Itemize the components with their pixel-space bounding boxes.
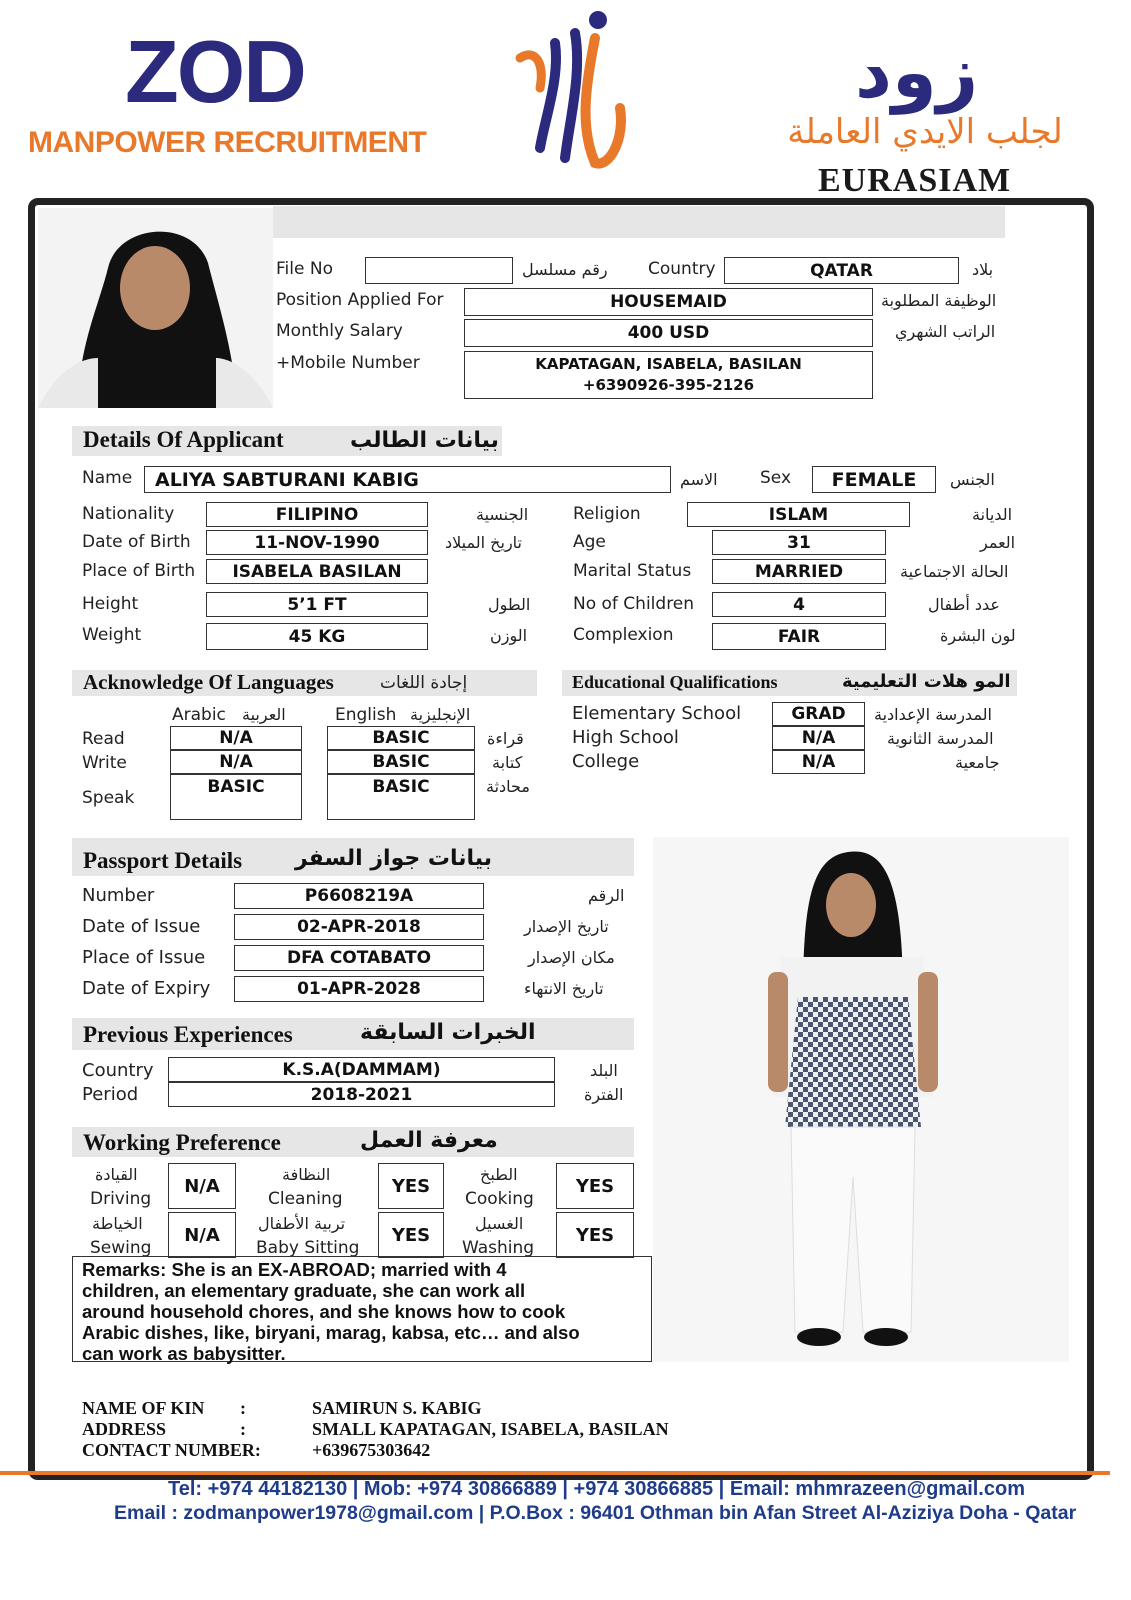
kin-address-colon: : bbox=[240, 1419, 246, 1439]
speak-label: Speak bbox=[82, 788, 135, 808]
arabic-header-ar: العربية bbox=[242, 705, 286, 724]
read-label: Read bbox=[82, 729, 125, 749]
age-field[interactable]: 31 bbox=[712, 530, 886, 555]
marital-label: Marital Status bbox=[573, 561, 692, 581]
exp-period-label: Period bbox=[82, 1084, 139, 1105]
country-label: Country bbox=[648, 259, 716, 279]
exp-period-field[interactable]: 2018-2021 bbox=[168, 1082, 555, 1107]
passport-number-label: Number bbox=[82, 885, 155, 906]
marital-field[interactable]: MARRIED bbox=[712, 559, 886, 584]
dob-label-ar: تاريخ الميلاد bbox=[445, 533, 522, 552]
issue-place-field[interactable]: DFA COTABATO bbox=[234, 945, 484, 971]
expiry-field[interactable]: 01-APR-2028 bbox=[234, 976, 484, 1002]
sewing-label-ar: الخياطة bbox=[92, 1214, 143, 1233]
high-school-label-ar: المدرسة الثانوية bbox=[887, 729, 994, 748]
issue-date-field[interactable]: 02-APR-2018 bbox=[234, 914, 484, 940]
arabic-speak-field[interactable]: BASIC bbox=[170, 774, 302, 820]
baby-sitting-label: Baby Sitting bbox=[256, 1238, 360, 1258]
footer-contact-line-2: Email : zodmanpower1978@gmail.com | P.O.Box : 96401 Othman bin Afan Street Al-Aziziya Doha - Qatar bbox=[114, 1502, 1077, 1524]
remarks-line-5: can work as babysitter. bbox=[82, 1343, 286, 1364]
experience-section-title: Previous Experiences bbox=[83, 1022, 293, 1047]
cooking-field[interactable]: YES bbox=[556, 1163, 634, 1209]
exp-country-label-ar: البلد bbox=[590, 1061, 618, 1080]
dob-field[interactable]: 11-NOV-1990 bbox=[206, 530, 428, 555]
sex-field[interactable]: FEMALE bbox=[812, 466, 936, 493]
salary-field[interactable]: 400 USD bbox=[464, 319, 873, 347]
arabic-read-field[interactable]: N/A bbox=[170, 726, 302, 750]
children-label-ar: عدد أطفال bbox=[928, 595, 1000, 614]
elementary-label-ar: المدرسة الإعدادية bbox=[874, 705, 992, 724]
position-label: Position Applied For bbox=[276, 290, 444, 310]
name-label-ar: الاسم bbox=[680, 470, 718, 489]
high-school-field[interactable]: N/A bbox=[772, 726, 865, 750]
dob-label: Date of Birth bbox=[82, 532, 191, 552]
kin-address-value: SMALL KAPATAGAN, ISABELA, BASILAN bbox=[312, 1419, 669, 1439]
high-school-label: High School bbox=[572, 727, 679, 748]
english-write-field[interactable]: BASIC bbox=[327, 750, 475, 774]
applicant-full-body-photo bbox=[653, 837, 1069, 1362]
pob-label: Place of Birth bbox=[82, 561, 196, 581]
passport-number-field[interactable]: P6608219A bbox=[234, 883, 484, 909]
passport-section-title-ar: بيانات جواز السفر bbox=[295, 846, 493, 871]
religion-field[interactable]: ISLAM bbox=[687, 502, 910, 527]
expiry-label: Date of Expiry bbox=[82, 978, 211, 999]
country-label-ar: بلاد bbox=[972, 260, 994, 279]
mobile-label: +Mobile Number bbox=[276, 353, 420, 373]
footer-contact-line-1: Tel: +974 44182130 | Mob: +974 30866889 | +974 30866885 | Email: mhmrazeen@gmail.com bbox=[168, 1478, 1025, 1500]
file-no-label-ar: رقم مسلسل bbox=[522, 260, 608, 279]
education-section-title-ar: المو هلات التعليمية bbox=[842, 671, 1011, 692]
position-field[interactable]: HOUSEMAID bbox=[464, 288, 873, 316]
religion-label-ar: الديانة bbox=[972, 505, 1013, 524]
sewing-label: Sewing bbox=[90, 1238, 152, 1258]
english-speak-field[interactable]: BASIC bbox=[327, 774, 475, 820]
college-label-ar: جامعية bbox=[955, 753, 1000, 772]
college-label: College bbox=[572, 751, 640, 772]
sex-label-ar: الجنس bbox=[950, 470, 995, 489]
washing-label: Washing bbox=[462, 1238, 535, 1258]
experience-section-title-ar: الخبرات السابقة bbox=[360, 1020, 536, 1045]
children-label: No of Children bbox=[573, 594, 695, 614]
age-label: Age bbox=[573, 532, 606, 552]
kin-name-colon: : bbox=[240, 1398, 246, 1418]
languages-section-title-ar: إجادة اللغات bbox=[380, 673, 468, 693]
kin-name-value: SAMIRUN S. KABIG bbox=[312, 1398, 482, 1418]
issue-date-label: Date of Issue bbox=[82, 916, 201, 937]
file-no-field[interactable] bbox=[365, 257, 513, 284]
sex-label: Sex bbox=[760, 468, 792, 488]
cooking-label: Cooking bbox=[465, 1189, 534, 1209]
brand-subtitle: MANPOWER RECRUITMENT bbox=[28, 126, 427, 159]
mobile-address: KAPATAGAN, ISABELA, BASILAN bbox=[535, 355, 802, 373]
elementary-field[interactable]: GRAD bbox=[772, 702, 865, 726]
english-header: English bbox=[335, 705, 397, 725]
education-section-title: Educational Qualifications bbox=[572, 672, 778, 692]
write-label-ar: كتابة bbox=[492, 753, 523, 772]
exp-country-label: Country bbox=[82, 1060, 154, 1081]
country-field[interactable]: QATAR bbox=[724, 257, 959, 284]
driving-label-ar: القيادة bbox=[95, 1165, 138, 1184]
applicant-section-title: Details Of Applicant bbox=[83, 427, 284, 452]
issue-place-label: Place of Issue bbox=[82, 947, 206, 968]
washing-field[interactable]: YES bbox=[556, 1212, 634, 1258]
remarks-box bbox=[72, 1256, 652, 1362]
issue-place-label-ar: مكان الإصدار bbox=[528, 948, 615, 967]
weight-field[interactable]: 45 KG bbox=[206, 623, 428, 650]
applicant-portrait bbox=[38, 208, 273, 408]
exp-country-field[interactable]: K.S.A(DAMMAM) bbox=[168, 1057, 555, 1082]
age-label-ar: العمر bbox=[980, 533, 1016, 552]
marital-label-ar: الحالة الاجتماعية bbox=[900, 562, 1009, 581]
weight-label-ar: الوزن bbox=[490, 626, 528, 645]
footer-divider bbox=[0, 1471, 1110, 1475]
brand-logo-arabic: زود bbox=[855, 30, 979, 114]
driving-field[interactable]: N/A bbox=[168, 1163, 236, 1209]
driving-label: Driving bbox=[90, 1189, 152, 1209]
height-label: Height bbox=[82, 594, 139, 614]
english-read-field[interactable]: BASIC bbox=[327, 726, 475, 750]
salary-label: Monthly Salary bbox=[276, 321, 403, 341]
complexion-label-ar: لون البشرة bbox=[940, 626, 1016, 645]
children-field[interactable]: 4 bbox=[712, 592, 886, 617]
complexion-label: Complexion bbox=[573, 625, 674, 645]
applicant-section-title-ar: بيانات الطالب bbox=[350, 428, 499, 453]
read-label-ar: قراءة bbox=[487, 729, 524, 748]
cooking-label-ar: الطبخ bbox=[480, 1165, 518, 1184]
preference-section-title: Working Preference bbox=[83, 1130, 281, 1155]
speak-label-ar: محادثة bbox=[486, 777, 530, 796]
brand-emblem-icon bbox=[500, 8, 640, 173]
college-field[interactable]: N/A bbox=[772, 750, 865, 774]
kin-address-label: ADDRESS bbox=[82, 1419, 167, 1439]
name-label: Name bbox=[82, 468, 133, 488]
brand-tagline-arabic: لجلب الايدي العاملة bbox=[787, 112, 1063, 152]
preference-section-title-ar: معرفة العمل bbox=[360, 1128, 498, 1153]
partner-name: EURASIAM bbox=[818, 162, 1012, 199]
remarks-line-3: around household chores, and she knows how to cook bbox=[82, 1301, 566, 1322]
remarks-line-4: Arabic dishes, like, biryani, marag, kabsa, etc… and also bbox=[82, 1322, 580, 1343]
nationality-field[interactable]: FILIPINO bbox=[206, 502, 428, 527]
name-field[interactable]: ALIYA SABTURANI KABIG bbox=[144, 466, 671, 493]
nationality-label: Nationality bbox=[82, 504, 175, 524]
cleaning-label-ar: النظافة bbox=[282, 1165, 331, 1184]
exp-period-label-ar: الفترة bbox=[584, 1085, 624, 1104]
arabic-write-field[interactable]: N/A bbox=[170, 750, 302, 774]
sewing-field[interactable]: N/A bbox=[168, 1212, 236, 1258]
kin-contact-label: CONTACT NUMBER: bbox=[82, 1440, 261, 1460]
salary-label-ar: الراتب الشهري bbox=[895, 322, 996, 341]
pob-field[interactable]: ISABELA BASILAN bbox=[206, 559, 428, 584]
height-label-ar: الطول bbox=[488, 595, 531, 614]
nationality-label-ar: الجنسية bbox=[476, 505, 529, 524]
religion-label: Religion bbox=[573, 504, 641, 524]
baby-sitting-field[interactable]: YES bbox=[378, 1212, 444, 1258]
kin-name-label: NAME OF KIN bbox=[82, 1398, 205, 1418]
passport-number-label-ar: الرقم bbox=[588, 886, 625, 905]
remarks-line-2: children, an elementary graduate, she can work all bbox=[82, 1280, 526, 1301]
brand-logo-text: ZOD bbox=[125, 22, 305, 121]
baby-sitting-label-ar: تربية الأطفال bbox=[258, 1214, 346, 1233]
complexion-field[interactable]: FAIR bbox=[712, 623, 886, 650]
file-no-label: File No bbox=[276, 259, 333, 279]
write-label: Write bbox=[82, 753, 127, 773]
kin-contact-value: +639675303642 bbox=[312, 1440, 431, 1460]
arabic-header: Arabic bbox=[172, 705, 226, 725]
position-label-ar: الوظيفة المطلوبة bbox=[881, 291, 997, 310]
elementary-label: Elementary School bbox=[572, 703, 742, 724]
mobile-field[interactable] bbox=[464, 351, 873, 399]
passport-section-title: Passport Details bbox=[83, 848, 243, 873]
weight-label: Weight bbox=[82, 625, 142, 645]
expiry-label-ar: تاريخ الانتهاء bbox=[524, 979, 604, 998]
top-banner bbox=[273, 206, 1005, 238]
height-field[interactable]: 5’1 FT bbox=[206, 592, 428, 617]
washing-label-ar: الغسيل bbox=[475, 1214, 524, 1233]
remarks-line-1: Remarks: She is an EX-ABROAD; married with 4 bbox=[82, 1259, 507, 1280]
mobile-number: +6390926-395-2126 bbox=[582, 376, 755, 394]
english-header-ar: الإنجليزية bbox=[410, 705, 471, 724]
cleaning-label: Cleaning bbox=[268, 1189, 343, 1209]
languages-section-title: Acknowledge Of Languages bbox=[83, 670, 334, 694]
issue-date-label-ar: تاريخ الإصدار bbox=[524, 917, 609, 936]
cleaning-field[interactable]: YES bbox=[378, 1163, 444, 1209]
